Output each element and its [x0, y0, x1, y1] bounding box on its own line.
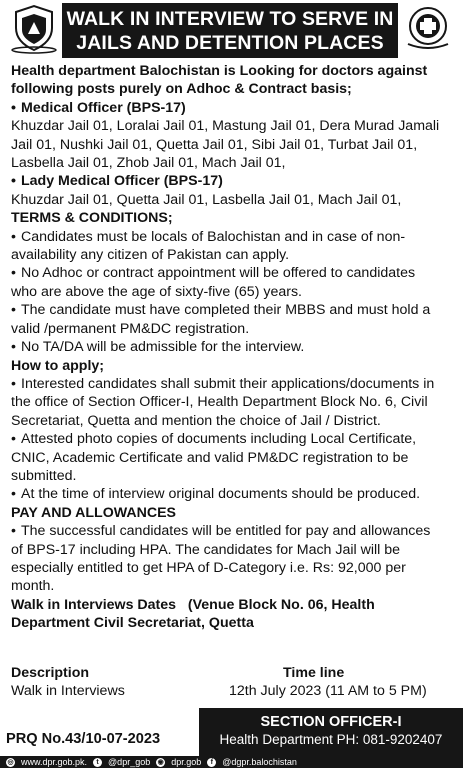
- terms-item: • No Adhoc or contract appointment will be offered to candidates: [11, 265, 416, 282]
- dates-description-column: [11, 664, 125, 701]
- section-officer-box: [199, 708, 463, 756]
- bullet-icon: •: [11, 523, 16, 540]
- section-officer-title: SECTION OFFICER-I: [260, 714, 402, 730]
- title-line-1: WALK IN INTERVIEW TO SERVE IN: [66, 8, 394, 30]
- instagram-link[interactable]: dpr.gob: [171, 757, 202, 767]
- dates-col-timeline: Time line: [283, 665, 345, 681]
- apply-item: • Interested candidates shall submit their applications/documents in: [11, 375, 435, 392]
- dates-heading-line-2: Department Civil Secretariat, Quetta: [11, 615, 254, 632]
- how-to-apply-heading: How to apply;: [11, 357, 105, 374]
- header: [0, 0, 463, 62]
- title-line-2: JAILS AND DETENTION PLACES: [76, 32, 384, 54]
- globe-icon: ◎: [7, 758, 14, 766]
- dates-col-description: Description: [11, 665, 90, 681]
- post-line: Khuzdar Jail 01, Quetta Jail 01, Lasbella Jail 01, Mach Jail 01,: [11, 191, 402, 208]
- terms-item-cont: who are above the age of sixty-five (65) years.: [11, 283, 302, 300]
- bullet-icon: •: [11, 302, 16, 319]
- social-links-bar: [0, 756, 463, 768]
- instagram-icon: ◉: [157, 758, 164, 766]
- bullet-icon: •: [11, 228, 16, 245]
- post-line: Jail 01, Nushki Jail 01, Quetta Jail 01, Sibi Jail 01, Turbat Jail 01,: [11, 136, 418, 153]
- bullet-icon: •: [11, 99, 16, 116]
- bullet-icon: •: [11, 265, 16, 282]
- apply-item: • At the time of interview original documents should be produced.: [11, 486, 421, 503]
- pay-line: of BPS-17 including HPA. The candidates for Mach Jail will be: [11, 541, 401, 558]
- dates-timeline-column: [229, 664, 427, 701]
- apply-item-cont: Secretariat, Quetta and mention the choice of Jail / District.: [11, 412, 381, 429]
- health-department-emblem-right-icon: [402, 4, 454, 54]
- terms-item-cont: availability any citizen of Pakistan can apply.: [11, 247, 290, 264]
- intro-line-1: Health department Balochistan is Looking for doctors against: [11, 63, 428, 79]
- title-banner: [62, 3, 398, 58]
- dates-heading-line-1: Walk in Interviews Dates (Venue Block No. 06, Health: [11, 596, 375, 613]
- bullet-icon: •: [11, 486, 16, 503]
- terms-item: • The candidate must have completed their MBBS and must hold a: [11, 302, 431, 319]
- apply-item: • Attested photo copies of documents including Local Certificate,: [11, 431, 417, 448]
- apply-item-cont: submitted.: [11, 467, 77, 484]
- website-link[interactable]: www.dpr.gob.pk.: [21, 757, 88, 767]
- pay-line: • The successful candidates will be entitled for pay and allowances: [11, 523, 431, 540]
- bullet-icon: •: [11, 339, 16, 356]
- bullet-icon: •: [11, 431, 16, 448]
- post-line: Lasbella Jail 01, Zhob Jail 01, Mach Jail 01,: [11, 155, 286, 172]
- terms-item: • Candidates must be locals of Balochistan and in case of non-: [11, 228, 406, 245]
- twitter-link[interactable]: @dpr_gob: [108, 757, 151, 767]
- post-line: Khuzdar Jail 01, Loralai Jail 01, Mastung Jail 01, Dera Murad Jamali: [11, 118, 440, 135]
- terms-item-cont: valid /permanent PM&DC registration.: [11, 320, 250, 337]
- apply-item-cont: CNIC, Academic Certificate and valid PM&DC registration to be: [11, 449, 409, 466]
- post-title-medical-officer: • Medical Officer (BPS-17): [11, 99, 186, 116]
- post-title-lady-medical-officer: • Lady Medical Officer (BPS-17): [11, 173, 223, 190]
- twitter-icon: t: [93, 758, 102, 767]
- balochistan-emblem-left-icon: [8, 4, 60, 54]
- dates-row-timeline: 12th July 2023 (11 AM to 5 PM): [229, 683, 427, 700]
- department-phone: Health Department PH: 081-9202407: [219, 732, 443, 747]
- bullet-icon: •: [11, 173, 16, 190]
- bullet-icon: •: [11, 375, 16, 392]
- terms-item: • No TA/DA will be admissible for the interview.: [11, 339, 305, 356]
- advertisement-body: [11, 62, 457, 633]
- facebook-icon: f: [207, 758, 216, 767]
- intro-line-2: following posts purely on Adhoc & Contract basis;: [11, 81, 352, 98]
- pay-line: month.: [11, 578, 55, 595]
- terms-heading: TERMS & CONDITIONS;: [11, 210, 173, 227]
- pay-line: especially entitled to get HPA of D-Category i.e. Rs: 92,000 per: [11, 559, 406, 576]
- apply-item-cont: the office of Section Officer-I, Health Department Block No. 6, Civil: [11, 394, 428, 411]
- dates-row-description: Walk in Interviews: [11, 683, 125, 700]
- facebook-link[interactable]: @dgpr.balochistan: [222, 757, 297, 767]
- prq-number: PRQ No.43/10-07-2023: [6, 731, 161, 747]
- pay-heading: PAY AND ALLOWANCES: [11, 504, 177, 521]
